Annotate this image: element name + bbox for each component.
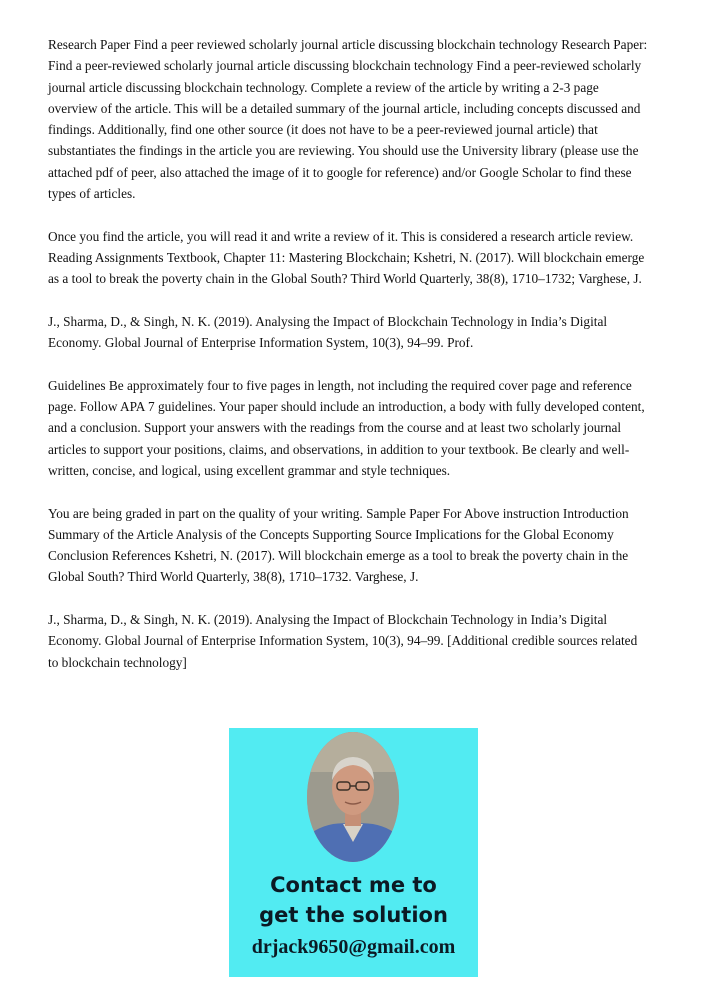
promo-headline: [229, 870, 478, 930]
person-portrait-icon: [307, 732, 399, 862]
paragraph-reference-2: J., Sharma, D., & Singh, N. K. (2019). Analysing the Impact of Blockchain Technology in India’s Digital Economy. Global Journal of Enterprise Information System, 10(3), 94–99. [Additional credible sources related to blockchain technology]: [48, 612, 638, 670]
avatar: [307, 732, 399, 862]
paragraph-assignment: Research Paper Find a peer reviewed scholarly journal article discussing blockchain technology Research Paper: Find a peer-reviewed scholarly journal article discussing blockchain technology Find a peer-reviewed scholarly journal article discussing blockchain technology. Complete a review of the article by writing a 2-3 page overview of the article. This will be a detailed summary of the journal article, including concepts discussed and findings. Additionally, find one other source (it does not have to be a peer-reviewed journal article) that substantiates the findings in the article you are reviewing. You should use the University library (please use the attached pdf of peer, also attached the image of it to google for reference) and/or Google Scholar to find these types of articles.: [48, 37, 648, 202]
paragraph-reading: Once you find the article, you will read it and write a review of it. This is considered a research article review. Reading Assignments Textbook, Chapter 11: Mastering Blockchain; Kshetri, N. (2017). Will blockchain emerge as a tool to break the poverty chain in the Global South? Third World Quarterly, 38(8), 1710–1732; Varghese, J.: [48, 228, 645, 287]
document-body: [48, 34, 648, 694]
paragraph-reference-1: J., Sharma, D., & Singh, N. K. (2019). Analysing the Impact of Blockchain Technology in India’s Digital Economy. Global Journal of Enterprise Information System, 10(3), 94–99. Prof.: [48, 313, 608, 351]
paragraph-guidelines: Guidelines Be approximately four to five pages in length, not including the required cover page and reference page. Follow APA 7 guidelines. Your paper should include an introduction, a body with fully developed content, and a conclusion. Support your answers with the readings from the course and at least two scholarly journal articles to support your positions, claims, and observations, in addition to your textbook. Be clearly and well-written, concise, and logical, using excellent grammar and style techniques.: [48, 377, 645, 478]
promo-headline-line-2: get the solution: [259, 903, 448, 927]
contact-email[interactable]: drjack9650@gmail.com: [251, 936, 456, 958]
contact-promo-banner[interactable]: [229, 728, 478, 977]
promo-headline-line-1: Contact me to: [270, 873, 437, 897]
paragraph-grading: You are being graded in part on the quality of your writing. Sample Paper For Above instruction Introduction Summary of the Article Analysis of the Concepts Supporting Source Implications for the Global Economy Conclusion References Kshetri, N. (2017). Will blockchain emerge as a tool to break the poverty chain in the Global South? Third World Quarterly, 38(8), 1710–1732. Varghese, J.: [48, 505, 629, 585]
